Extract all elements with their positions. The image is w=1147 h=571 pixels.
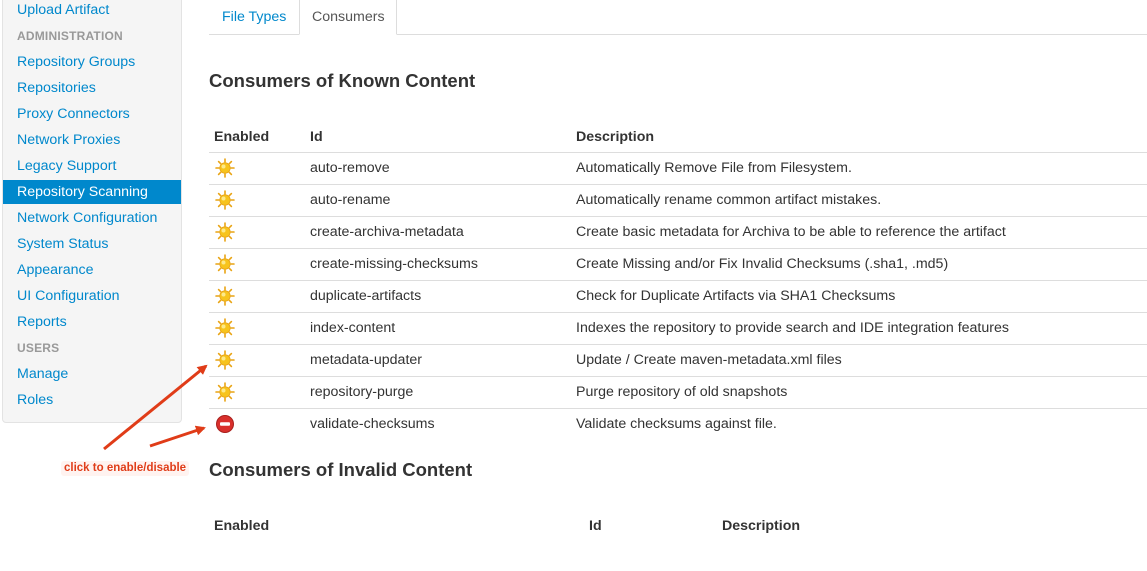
sidebar-item-upload-artifact[interactable]: Upload Artifact <box>17 2 110 18</box>
table-row <box>209 280 1147 312</box>
known-content-title: Consumers of Known Content <box>209 70 476 91</box>
sidebar-item-network-proxies[interactable]: Network Proxies <box>17 132 121 148</box>
sidebar-item-ui-configuration[interactable]: UI Configuration <box>17 288 120 304</box>
sidebar-item-repository-groups[interactable]: Repository Groups <box>17 54 136 70</box>
table-row <box>209 408 1147 440</box>
sidebar-item-manage[interactable]: Manage <box>17 366 69 382</box>
consumer-description: Indexes the repository to provide search and IDE integration features <box>576 320 1009 336</box>
consumer-id: create-archiva-metadata <box>310 224 464 240</box>
consumer-description: Purge repository of old snapshots <box>576 384 788 400</box>
sun-enabled-icon[interactable] <box>215 190 235 210</box>
table-row <box>209 152 1147 184</box>
sidebar-nav <box>2 0 182 423</box>
sidebar-item-legacy-support[interactable]: Legacy Support <box>17 158 117 174</box>
consumer-id: validate-checksums <box>310 416 435 432</box>
known-col-id: Id <box>310 129 323 145</box>
invalid-content-title: Consumers of Invalid Content <box>209 459 473 480</box>
consumer-id: auto-remove <box>310 160 390 176</box>
sidebar-item-appearance[interactable]: Appearance <box>17 262 94 278</box>
sidebar-item-repository-scanning[interactable]: Repository Scanning <box>3 180 181 204</box>
known-col-description: Description <box>576 129 655 145</box>
tab-consumers[interactable]: Consumers <box>299 0 397 35</box>
invalid-col-description: Description <box>722 518 801 534</box>
table-row <box>209 344 1147 376</box>
table-row <box>209 184 1147 216</box>
sidebar-item-proxy-connectors[interactable]: Proxy Connectors <box>17 106 130 122</box>
sun-enabled-icon[interactable] <box>215 222 235 242</box>
consumer-description: Create Missing and/or Fix Invalid Checksums (.sha1, .md5) <box>576 256 949 272</box>
sidebar-item-system-status[interactable]: System Status <box>17 236 109 252</box>
sidebar-item-network-configuration[interactable]: Network Configuration <box>17 210 158 226</box>
consumer-description: Automatically Remove File from Filesystem. <box>576 160 852 176</box>
consumer-id: repository-purge <box>310 384 414 400</box>
sidebar-header-users: USERS <box>17 341 60 355</box>
sidebar-item-roles[interactable]: Roles <box>17 392 54 408</box>
sun-enabled-icon[interactable] <box>215 254 235 274</box>
consumer-description: Check for Duplicate Artifacts via SHA1 Checksums <box>576 288 896 304</box>
sidebar-header-administration: ADMINISTRATION <box>17 29 123 43</box>
consumer-id: metadata-updater <box>310 352 422 368</box>
known-col-enabled: Enabled <box>214 129 270 145</box>
sidebar-item-reports[interactable]: Reports <box>17 314 67 330</box>
invalid-col-enabled: Enabled <box>214 518 270 534</box>
sun-enabled-icon[interactable] <box>215 158 235 178</box>
sun-enabled-icon[interactable] <box>215 350 235 370</box>
consumer-description: Create basic metadata for Archiva to be able to reference the artifact <box>576 224 1006 240</box>
sidebar-item-repositories[interactable]: Repositories <box>17 80 96 96</box>
no-entry-disabled-icon[interactable] <box>215 414 235 434</box>
table-row <box>209 248 1147 280</box>
table-row <box>209 312 1147 344</box>
table-row <box>209 376 1147 408</box>
consumer-description: Validate checksums against file. <box>576 416 777 432</box>
consumer-id: duplicate-artifacts <box>310 288 422 304</box>
consumer-id: index-content <box>310 320 396 336</box>
consumer-id: auto-rename <box>310 192 391 208</box>
sun-enabled-icon[interactable] <box>215 318 235 338</box>
invalid-col-id: Id <box>589 518 602 534</box>
annotation-label: click to enable/disable <box>61 461 189 476</box>
sun-enabled-icon[interactable] <box>215 382 235 402</box>
tab-file-types[interactable]: File Types <box>222 9 287 25</box>
arrow-to-validate-checksums <box>150 428 204 446</box>
table-row <box>209 216 1147 248</box>
consumer-id: create-missing-checksums <box>310 256 478 272</box>
consumer-description: Update / Create maven-metadata.xml files <box>576 352 842 368</box>
consumer-description: Automatically rename common artifact mistakes. <box>576 192 882 208</box>
sun-enabled-icon[interactable] <box>215 286 235 306</box>
